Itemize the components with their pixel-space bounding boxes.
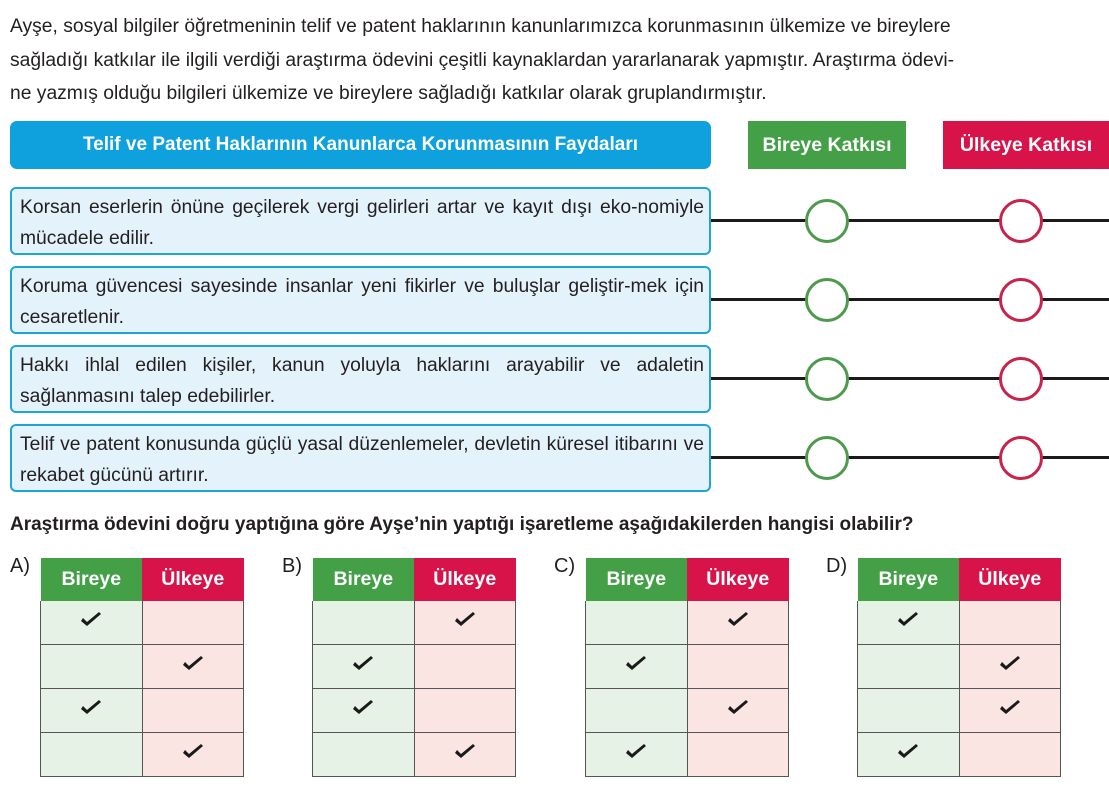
check-icon bbox=[79, 616, 103, 633]
ulkeye-cell bbox=[959, 645, 1061, 689]
option-b-label[interactable]: B) bbox=[282, 555, 302, 577]
statement-box bbox=[10, 187, 711, 255]
bireye-cell bbox=[313, 733, 415, 777]
option-b-table[interactable] bbox=[312, 558, 516, 777]
ulkeye-cell bbox=[687, 601, 789, 645]
check-icon bbox=[181, 660, 205, 677]
bireye-cell bbox=[586, 645, 688, 689]
bireye-cell bbox=[41, 645, 143, 689]
bireye-cell bbox=[586, 689, 688, 733]
check-icon bbox=[79, 704, 103, 721]
bireye-column-header: Bireye bbox=[858, 558, 960, 601]
option-c-label[interactable]: C) bbox=[554, 555, 576, 577]
ulkeye-empty-circle-icon[interactable] bbox=[999, 357, 1043, 401]
individual-contribution-header: Bireye Katkısı bbox=[748, 121, 906, 169]
bireye-empty-circle-icon[interactable] bbox=[805, 278, 849, 322]
intro-line: Ayşe, sosyal bilgiler öğretmeninin telif ve patent haklarının kanunlarımızca korunmasının ülkemize ve bireylere bbox=[10, 16, 951, 37]
option-a-label[interactable]: A) bbox=[10, 555, 30, 577]
option-row bbox=[313, 601, 516, 645]
check-icon bbox=[624, 660, 648, 677]
statement-box bbox=[10, 345, 711, 413]
statement-text: Telif ve patent konusunda güçlü yasal düzenlemeler, devletin küresel itibarını ve rekabet gücünü artırır. bbox=[20, 434, 704, 486]
intro-paragraph bbox=[10, 10, 1109, 111]
option-row bbox=[313, 733, 516, 777]
intro-line: ne yazmış olduğu bilgileri ülkemize ve bireylere sağladığı katkılar olarak gruplandırmıştır. bbox=[10, 83, 767, 104]
option-row bbox=[41, 689, 244, 733]
bireye-cell bbox=[41, 689, 143, 733]
bireye-cell bbox=[41, 733, 143, 777]
bireye-cell bbox=[858, 645, 960, 689]
ulkeye-cell bbox=[142, 689, 244, 733]
check-icon bbox=[181, 748, 205, 765]
check-icon bbox=[726, 704, 750, 721]
connector-line bbox=[711, 298, 1109, 301]
ulkeye-cell bbox=[414, 733, 516, 777]
ulkeye-cell bbox=[959, 689, 1061, 733]
ulkeye-cell bbox=[959, 733, 1061, 777]
option-row bbox=[858, 733, 1061, 777]
bireye-empty-circle-icon[interactable] bbox=[805, 436, 849, 480]
check-icon bbox=[896, 748, 920, 765]
option-c-table[interactable] bbox=[585, 558, 789, 777]
check-icon bbox=[453, 748, 477, 765]
check-icon bbox=[896, 616, 920, 633]
check-icon bbox=[351, 660, 375, 677]
ulkeye-empty-circle-icon[interactable] bbox=[999, 278, 1043, 322]
connector-line bbox=[711, 377, 1109, 380]
ulkeye-cell bbox=[414, 601, 516, 645]
bireye-cell bbox=[313, 601, 415, 645]
intro-line: sağladığı katkılar ile ilgili verdiği araştırma ödevini çeşitli kaynaklardan yararlanarak yapmıştır. Araştırma ödevi- bbox=[10, 49, 955, 71]
bireye-empty-circle-icon[interactable] bbox=[805, 199, 849, 243]
connector-line bbox=[711, 456, 1109, 459]
ulkeye-column-header: Ülkeye bbox=[687, 558, 789, 601]
bireye-cell bbox=[586, 733, 688, 777]
bireye-cell bbox=[858, 689, 960, 733]
option-row bbox=[586, 733, 789, 777]
option-row bbox=[313, 645, 516, 689]
option-row bbox=[586, 601, 789, 645]
ulkeye-cell bbox=[142, 601, 244, 645]
bireye-cell bbox=[313, 689, 415, 733]
option-row bbox=[41, 601, 244, 645]
ulkeye-cell bbox=[687, 733, 789, 777]
ulkeye-column-header: Ülkeye bbox=[959, 558, 1061, 601]
country-contribution-header: Ülkeye Katkısı bbox=[943, 121, 1109, 169]
connector-line bbox=[711, 219, 1109, 222]
ulkeye-cell bbox=[414, 689, 516, 733]
ulkeye-column-header: Ülkeye bbox=[414, 558, 516, 601]
bireye-cell bbox=[313, 645, 415, 689]
bireye-column-header: Bireye bbox=[313, 558, 415, 601]
ulkeye-empty-circle-icon[interactable] bbox=[999, 436, 1043, 480]
option-row bbox=[313, 689, 516, 733]
option-row bbox=[858, 601, 1061, 645]
statement-box bbox=[10, 266, 711, 334]
check-icon bbox=[453, 616, 477, 633]
check-icon bbox=[726, 616, 750, 633]
ulkeye-cell bbox=[142, 733, 244, 777]
option-row bbox=[41, 645, 244, 689]
statement-text: Koruma güvencesi sayesinde insanlar yeni fikirler ve buluşlar geliştir-mek için cesaretlenir. bbox=[20, 276, 704, 328]
check-icon bbox=[998, 660, 1022, 677]
check-icon bbox=[998, 704, 1022, 721]
ulkeye-cell bbox=[142, 645, 244, 689]
ulkeye-empty-circle-icon[interactable] bbox=[999, 199, 1043, 243]
option-row bbox=[586, 689, 789, 733]
check-icon bbox=[624, 748, 648, 765]
statement-text: Korsan eserlerin önüne geçilerek vergi gelirleri artar ve kayıt dışı eko-nomiyle mücadele edilir. bbox=[20, 197, 704, 249]
bireye-cell bbox=[858, 733, 960, 777]
bireye-empty-circle-icon[interactable] bbox=[805, 357, 849, 401]
option-row bbox=[586, 645, 789, 689]
ulkeye-column-header: Ülkeye bbox=[142, 558, 244, 601]
option-d-label[interactable]: D) bbox=[826, 555, 848, 577]
ulkeye-cell bbox=[687, 645, 789, 689]
option-row bbox=[41, 733, 244, 777]
option-row bbox=[858, 689, 1061, 733]
bireye-cell bbox=[858, 601, 960, 645]
bireye-column-header: Bireye bbox=[41, 558, 143, 601]
bireye-column-header: Bireye bbox=[586, 558, 688, 601]
option-a-table[interactable] bbox=[40, 558, 244, 777]
check-icon bbox=[351, 704, 375, 721]
statement-text: Hakkı ihlal edilen kişiler, kanun yoluyla haklarını arayabilir ve adaletin sağlanmasını talep edebilirler. bbox=[20, 355, 704, 407]
benefits-header: Telif ve Patent Haklarının Kanunlarca Korunmasının Faydaları bbox=[10, 121, 711, 169]
bireye-cell bbox=[41, 601, 143, 645]
bireye-cell bbox=[586, 601, 688, 645]
option-d-table[interactable] bbox=[857, 558, 1061, 777]
question-text: Araştırma ödevini doğru yaptığına göre Ayşe’nin yaptığı işaretleme aşağıdakilerden hangisi olabilir? bbox=[10, 514, 914, 535]
ulkeye-cell bbox=[687, 689, 789, 733]
ulkeye-cell bbox=[959, 601, 1061, 645]
option-row bbox=[858, 645, 1061, 689]
statement-box bbox=[10, 424, 711, 492]
ulkeye-cell bbox=[414, 645, 516, 689]
